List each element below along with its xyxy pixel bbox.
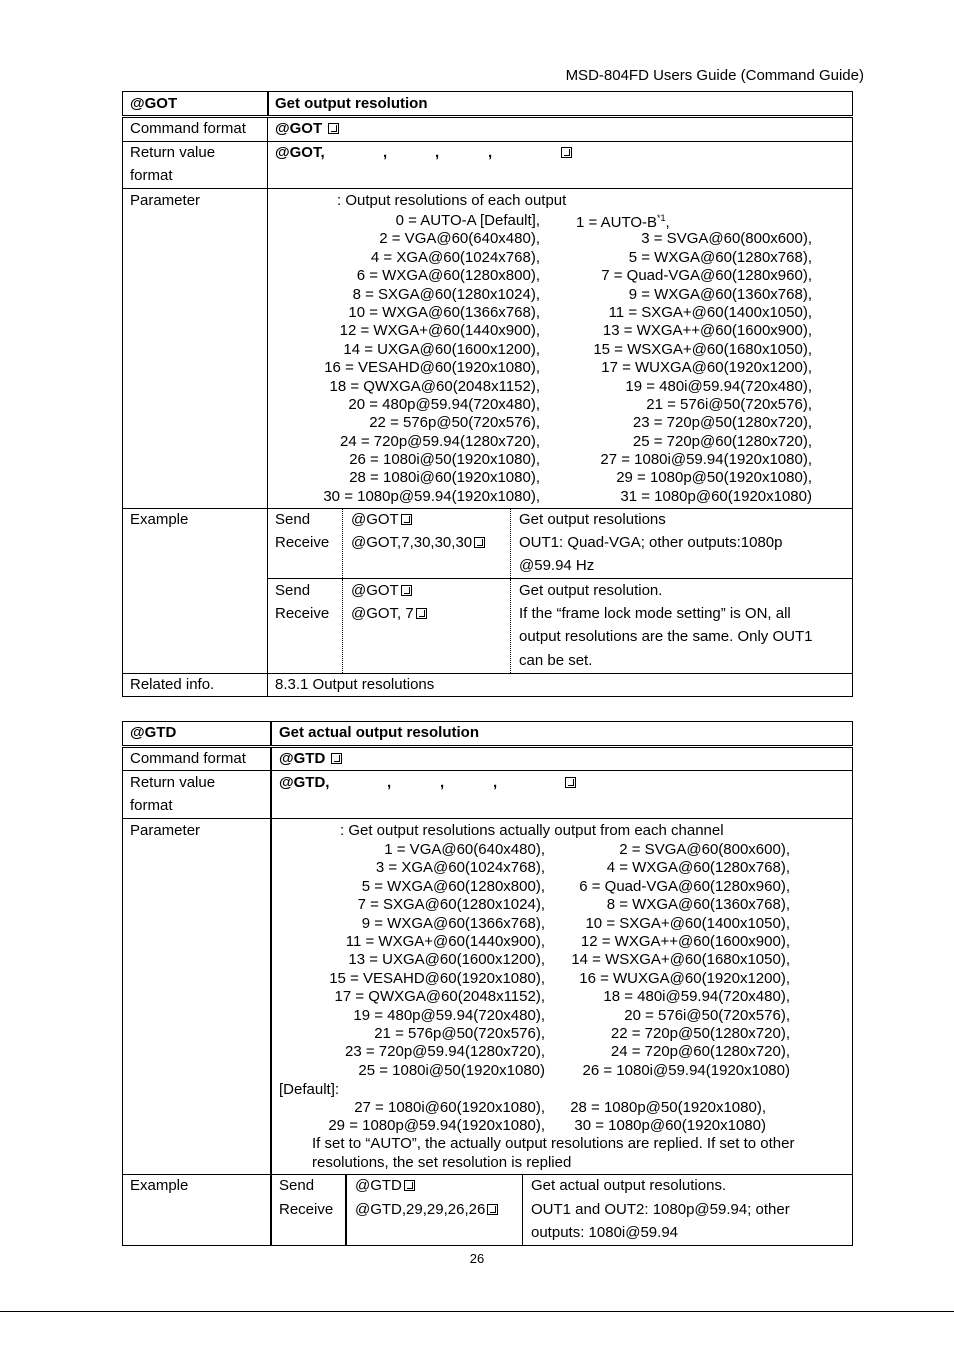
got-command-title: Get output resolution xyxy=(275,95,428,112)
got-ex1-desc-1: Get output resolutions xyxy=(519,511,666,528)
gtd-ex1-desc-1: Get actual output resolutions. xyxy=(531,1177,727,1194)
return-key-icon xyxy=(328,123,339,134)
gtd-return-value: @GTD, xyxy=(279,774,330,791)
parameter-entry: 16 = VESAHD@60(1920x1080), xyxy=(324,359,540,377)
parameter-entry: 5 = WXGA@60(1280x800), xyxy=(361,877,545,895)
gtd-return-comma: , xyxy=(493,774,498,791)
parameter-entry: 28 = 1080p@50(1920x1080), xyxy=(570,1099,766,1116)
got-ex2-receive-cmd: @GOT, 7 xyxy=(351,602,427,625)
parameter-entry: 4 = XGA@60(1024x768), xyxy=(370,248,540,266)
got-return-label-2: format xyxy=(130,167,173,184)
parameter-entry: 3 = SVGA@60(800x600), xyxy=(641,230,812,248)
parameter-entry: 13 = WXGA++@60(1600x900), xyxy=(602,322,812,340)
got-ex2-desc-4: can be set. xyxy=(519,652,593,669)
parameter-entry: 2 = VGA@60(640x480), xyxy=(379,230,540,248)
gtd-example-label: Example xyxy=(130,1177,189,1194)
parameter-entry: 10 = SXGA+@60(1400x1050), xyxy=(585,914,790,932)
got-params-left xyxy=(272,212,540,506)
parameter-entry: 15 = VESAHD@60(1920x1080), xyxy=(329,969,545,987)
parameter-entry: 17 = QWXGA@60(2048x1152), xyxy=(334,988,545,1006)
parameter-entry: 30 = 1080p@59.94(1920x1080), xyxy=(323,487,540,505)
parameter-entry: 9 = WXGA@60(1360x768), xyxy=(628,285,812,303)
parameter-entry: 7 = Quad-VGA@60(1280x960), xyxy=(601,267,812,285)
parameter-entry: 23 = 720p@50(1280x720), xyxy=(632,414,812,432)
parameter-entry: 23 = 720p@59.94(1280x720), xyxy=(345,1043,545,1061)
got-return-label: Return value xyxy=(130,144,216,161)
parameter-entry: 11 = SXGA+@60(1400x1050), xyxy=(608,303,812,321)
got-related-label: Related info. xyxy=(130,676,215,693)
parameter-entry: 2 = SVGA@60(800x600), xyxy=(619,841,790,858)
parameter-entry: 14 = WSXGA+@60(1680x1050), xyxy=(571,951,790,969)
return-key-icon xyxy=(331,753,342,764)
parameter-entry: 16 = WUXGA@60(1920x1200), xyxy=(579,969,790,987)
got-ex2-send-cmd: @GOT xyxy=(351,579,412,602)
gtd-ex1-send-cmd: @GTD xyxy=(355,1174,415,1197)
parameter-entry: 7 = SXGA@60(1280x1024), xyxy=(357,896,545,914)
gtd-command-format-label: Command format xyxy=(130,750,246,767)
gtd-params-right-2 xyxy=(522,1099,766,1136)
got-ex2-desc-2: If the “frame lock mode setting” is ON, all xyxy=(519,605,791,622)
got-return-value: @GOT, xyxy=(275,144,325,161)
parameter-entry: 8 = WXGA@60(1360x768), xyxy=(606,896,790,914)
got-ex1-send-label: Send xyxy=(275,511,311,528)
got-ex2-desc-3: output resolutions are the same. Only OUT1 xyxy=(519,628,813,645)
got-ex2-desc-1: Get output resolution. xyxy=(519,582,663,599)
parameter-entry: 21 = 576p@50(720x576), xyxy=(374,1024,545,1042)
gtd-parameter-description: : Get output resolutions actually output from each channel xyxy=(340,822,724,839)
got-example-label: Example xyxy=(130,511,189,528)
got-return-comma: , xyxy=(488,144,493,161)
return-key-icon xyxy=(416,608,427,619)
parameter-entry: 31 = 1080p@60(1920x1080) xyxy=(620,487,812,505)
parameter-entry: 29 = 1080p@59.94(1920x1080), xyxy=(328,1117,545,1135)
parameter-entry: 21 = 576i@50(720x576), xyxy=(646,395,812,413)
parameter-entry: 26 = 1080i@59.94(1920x1080) xyxy=(582,1061,790,1079)
parameter-entry: 29 = 1080p@50(1920x1080), xyxy=(616,469,812,487)
parameter-entry: 0 = AUTO-A [Default], xyxy=(395,212,540,229)
parameter-entry: 9 = WXGA@60(1366x768), xyxy=(361,914,545,932)
got-params-right-list xyxy=(522,230,812,506)
gtd-command-title: Get actual output resolution xyxy=(279,724,480,741)
parameter-entry: 22 = 576p@50(720x576), xyxy=(369,414,540,432)
parameter-entry: 28 = 1080i@60(1920x1080), xyxy=(349,469,540,487)
got-params-right: 1 = AUTO-$B^{*1}$, xyxy=(576,213,670,231)
gtd-command-format: @GTD xyxy=(279,747,342,770)
gtd-return-label: Return value xyxy=(130,774,216,791)
gtd-parameter-label: Parameter xyxy=(130,822,201,839)
parameter-entry: 25 = 720p@60(1280x720), xyxy=(632,432,812,450)
got-command-name: @GOT xyxy=(130,95,178,112)
parameter-entry: 24 = 720p@59.94(1280x720), xyxy=(340,432,540,450)
got-ex2-send-label: Send xyxy=(275,582,311,599)
gtd-note-2: resolutions, the set resolution is replied xyxy=(312,1154,572,1171)
parameter-entry: 3 = XGA@60(1024x768), xyxy=(375,859,545,877)
gtd-note-1: If set to “AUTO”, the actually output resolutions are replied. If set to other xyxy=(312,1135,795,1152)
gtd-ex1-desc-2: OUT1 and OUT2: 1080p@59.94; other xyxy=(531,1201,790,1218)
got-parameter-label: Parameter xyxy=(130,192,201,209)
parameter-entry: 6 = WXGA@60(1280x800), xyxy=(356,267,540,285)
got-ex1-desc-2: OUT1: Quad-VGA; other outputs:1080p xyxy=(519,534,783,551)
got-ex1-send-cmd: @GOT xyxy=(351,508,412,531)
gtd-return-label-2: format xyxy=(130,797,173,814)
parameter-entry: 13 = UXGA@60(1600x1200), xyxy=(348,951,545,969)
parameter-entry: 20 = 576i@50(720x576), xyxy=(624,1006,790,1024)
got-return-comma: , xyxy=(435,144,440,161)
got-return-comma: , xyxy=(383,144,388,161)
return-key-icon xyxy=(474,537,485,548)
parameter-entry: 26 = 1080i@50(1920x1080), xyxy=(349,451,540,469)
parameter-entry: 19 = 480i@59.94(720x480), xyxy=(625,377,812,395)
gtd-command-name: @GTD xyxy=(130,724,177,741)
return-key-icon xyxy=(401,514,412,525)
got-ex2-receive-label: Receive xyxy=(275,605,330,622)
gtd-return-comma: , xyxy=(387,774,392,791)
gtd-params-left-2 xyxy=(282,1099,545,1136)
parameter-entry: 19 = 480p@59.94(720x480), xyxy=(353,1006,545,1024)
parameter-entry: 4 = WXGA@60(1280x768), xyxy=(606,859,790,877)
parameter-entry: 18 = 480i@59.94(720x480), xyxy=(603,988,790,1006)
parameter-entry: 10 = WXGA@60(1366x768), xyxy=(348,303,540,321)
gtd-ex1-receive-cmd: @GTD,29,29,26,26 xyxy=(355,1198,498,1221)
gtd-return-comma: , xyxy=(440,774,445,791)
got-ex1-desc-3: @59.94 Hz xyxy=(519,557,595,574)
return-key-icon xyxy=(401,585,412,596)
gtd-ex1-desc-3: outputs: 1080i@59.94 xyxy=(531,1224,679,1241)
gtd-params-left xyxy=(282,841,545,1080)
return-key-icon xyxy=(565,777,576,788)
gtd-ex1-receive-label: Receive xyxy=(279,1201,334,1218)
page-number: 26 xyxy=(469,1251,485,1266)
parameter-entry: 18 = QWXGA@60(2048x1152), xyxy=(329,377,540,395)
got-parameter-description: : Output resolutions of each output xyxy=(337,192,567,209)
gtd-command-table xyxy=(122,721,853,1246)
parameter-entry: 25 = 1080i@50(1920x1080) xyxy=(358,1061,545,1079)
gtd-params-right xyxy=(522,841,790,1080)
parameter-entry: 1 = VGA@60(640x480), xyxy=(384,841,545,858)
footer-rule xyxy=(0,1311,954,1312)
parameter-entry: 27 = 1080i@59.94(1920x1080), xyxy=(600,451,812,469)
parameter-entry: 15 = WSXGA+@60(1680x1050), xyxy=(593,340,812,358)
parameter-entry: 22 = 720p@50(1280x720), xyxy=(610,1024,790,1042)
got-command-format-label: Command format xyxy=(130,120,246,137)
parameter-entry: 12 = WXGA++@60(1600x900), xyxy=(580,932,790,950)
gtd-default-label: [Default]: xyxy=(279,1081,340,1098)
parameter-entry: 8 = SXGA@60(1280x1024), xyxy=(352,285,540,303)
parameter-entry: 11 = WXGA+@60(1440x900), xyxy=(345,932,545,950)
got-command-format: @GOT xyxy=(275,117,339,140)
got-related-info: 8.3.1 Output resolutions xyxy=(275,676,435,693)
got-ex1-receive-label: Receive xyxy=(275,534,330,551)
return-key-icon xyxy=(487,1204,498,1215)
parameter-entry: 20 = 480p@59.94(720x480), xyxy=(348,395,540,413)
return-key-icon xyxy=(561,147,572,158)
parameter-entry: 27 = 1080i@60(1920x1080), xyxy=(354,1099,545,1116)
parameter-entry: 5 = WXGA@60(1280x768), xyxy=(628,248,812,266)
return-key-icon xyxy=(404,1180,415,1191)
got-ex1-receive-cmd: @GOT,7,30,30,30 xyxy=(351,531,485,554)
parameter-entry: 12 = WXGA+@60(1440x900), xyxy=(339,322,540,340)
parameter-entry: 30 = 1080p@60(1920x1080) xyxy=(574,1117,766,1135)
got-command-table xyxy=(122,91,853,698)
parameter-entry: 17 = WUXGA@60(1920x1200), xyxy=(601,359,812,377)
parameter-entry: 6 = Quad-VGA@60(1280x960), xyxy=(579,877,790,895)
page-header: MSD-804FD Users Guide (Command Guide) xyxy=(565,67,864,84)
parameter-entry: 14 = UXGA@60(1600x1200), xyxy=(343,340,540,358)
parameter-entry: 24 = 720p@60(1280x720), xyxy=(610,1043,790,1061)
gtd-ex1-send-label: Send xyxy=(279,1177,315,1194)
